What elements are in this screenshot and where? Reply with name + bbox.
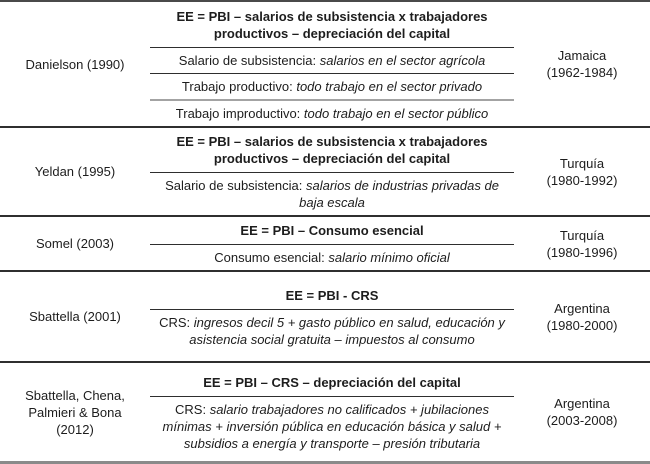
table-row (0, 363, 650, 461)
table-row (0, 128, 650, 217)
definition-row (150, 310, 514, 352)
author-label: Sbattella, Chena, Palmieri & Bona (2012) (25, 387, 125, 437)
author-label: Sbattella (2001) (29, 309, 121, 324)
formula-text: EE = PBI – salarios de subsistencia x trabajadores productivos – depreciación del capital (150, 3, 514, 48)
country-cell (514, 128, 650, 215)
country-name: Argentina (554, 300, 610, 316)
author-cell (0, 2, 150, 126)
definition-value: salarios de industrias privadas de baja escala (299, 178, 499, 210)
country-name: Turquía (559, 155, 605, 171)
table-row (0, 2, 650, 128)
definition-row (150, 74, 514, 101)
definition-value: salario mínimo oficial (328, 250, 450, 265)
formula-text: EE = PBI – Consumo esencial (150, 217, 514, 245)
author-label: Danielson (1990) (25, 56, 125, 72)
definition-label: Trabajo productivo: (181, 78, 293, 94)
definition-row (150, 397, 514, 456)
definition-label: Salario de subsistencia: (165, 178, 303, 193)
formula-cell (150, 217, 514, 270)
definition-row (150, 173, 514, 215)
author-cell (0, 363, 150, 461)
country-period: (1980-2000) (546, 317, 618, 333)
definition-label: CRS: (175, 401, 207, 417)
country-name: Argentina (554, 396, 610, 411)
definition-value: ingresos decil 5 + gasto público en salud, educación y asistencia social gratuita – impuestos al consumo (189, 314, 505, 347)
formula-cell (150, 128, 514, 215)
country-cell (514, 272, 650, 361)
country-name: Turquía (559, 227, 605, 243)
definition-row (150, 245, 514, 270)
country-cell (514, 2, 650, 126)
definition-row (150, 101, 514, 126)
country-cell (514, 363, 650, 461)
author-label: Somel (2003) (35, 236, 115, 251)
author-label: Yeldan (1995) (34, 164, 116, 179)
country-period: (1962-1984) (546, 65, 618, 80)
formula-text: EE = PBI - CRS (150, 282, 514, 310)
country-name: Jamaica (557, 48, 607, 63)
country-period: (1980-1992) (546, 172, 618, 188)
definition-label: CRS: (159, 314, 191, 330)
definition-row (150, 48, 514, 74)
definition-label: Salario de subsistencia: (178, 52, 317, 68)
formula-cell (150, 272, 514, 361)
definition-value: salarios en el sector agrícola (319, 52, 486, 68)
table-row (0, 217, 650, 272)
table-row (0, 272, 650, 363)
formula-text: EE = PBI – salarios de subsistencia x trabajadores productivos – depreciación del capital (150, 128, 514, 173)
definition-value: salario trabajadores no calificados + jubilaciones mínimas + inversión pública en educación básica y salud + subsidios a energía y transporte – presión tributaria (162, 401, 502, 451)
definition-label: Trabajo improductivo: (175, 105, 301, 121)
author-cell (0, 272, 150, 361)
country-cell (514, 217, 650, 270)
definition-label: Consumo esencial: (214, 250, 325, 265)
author-cell (0, 217, 150, 270)
formula-cell (150, 2, 514, 126)
formula-text: EE = PBI – CRS – depreciación del capital (150, 369, 514, 397)
definition-value: todo trabajo en el sector privado (296, 78, 483, 94)
formula-cell (150, 363, 514, 461)
country-period: (1980-1996) (546, 244, 618, 260)
author-cell (0, 128, 150, 215)
country-period: (2003-2008) (546, 413, 618, 428)
definition-value: todo trabajo en el sector público (303, 105, 489, 121)
